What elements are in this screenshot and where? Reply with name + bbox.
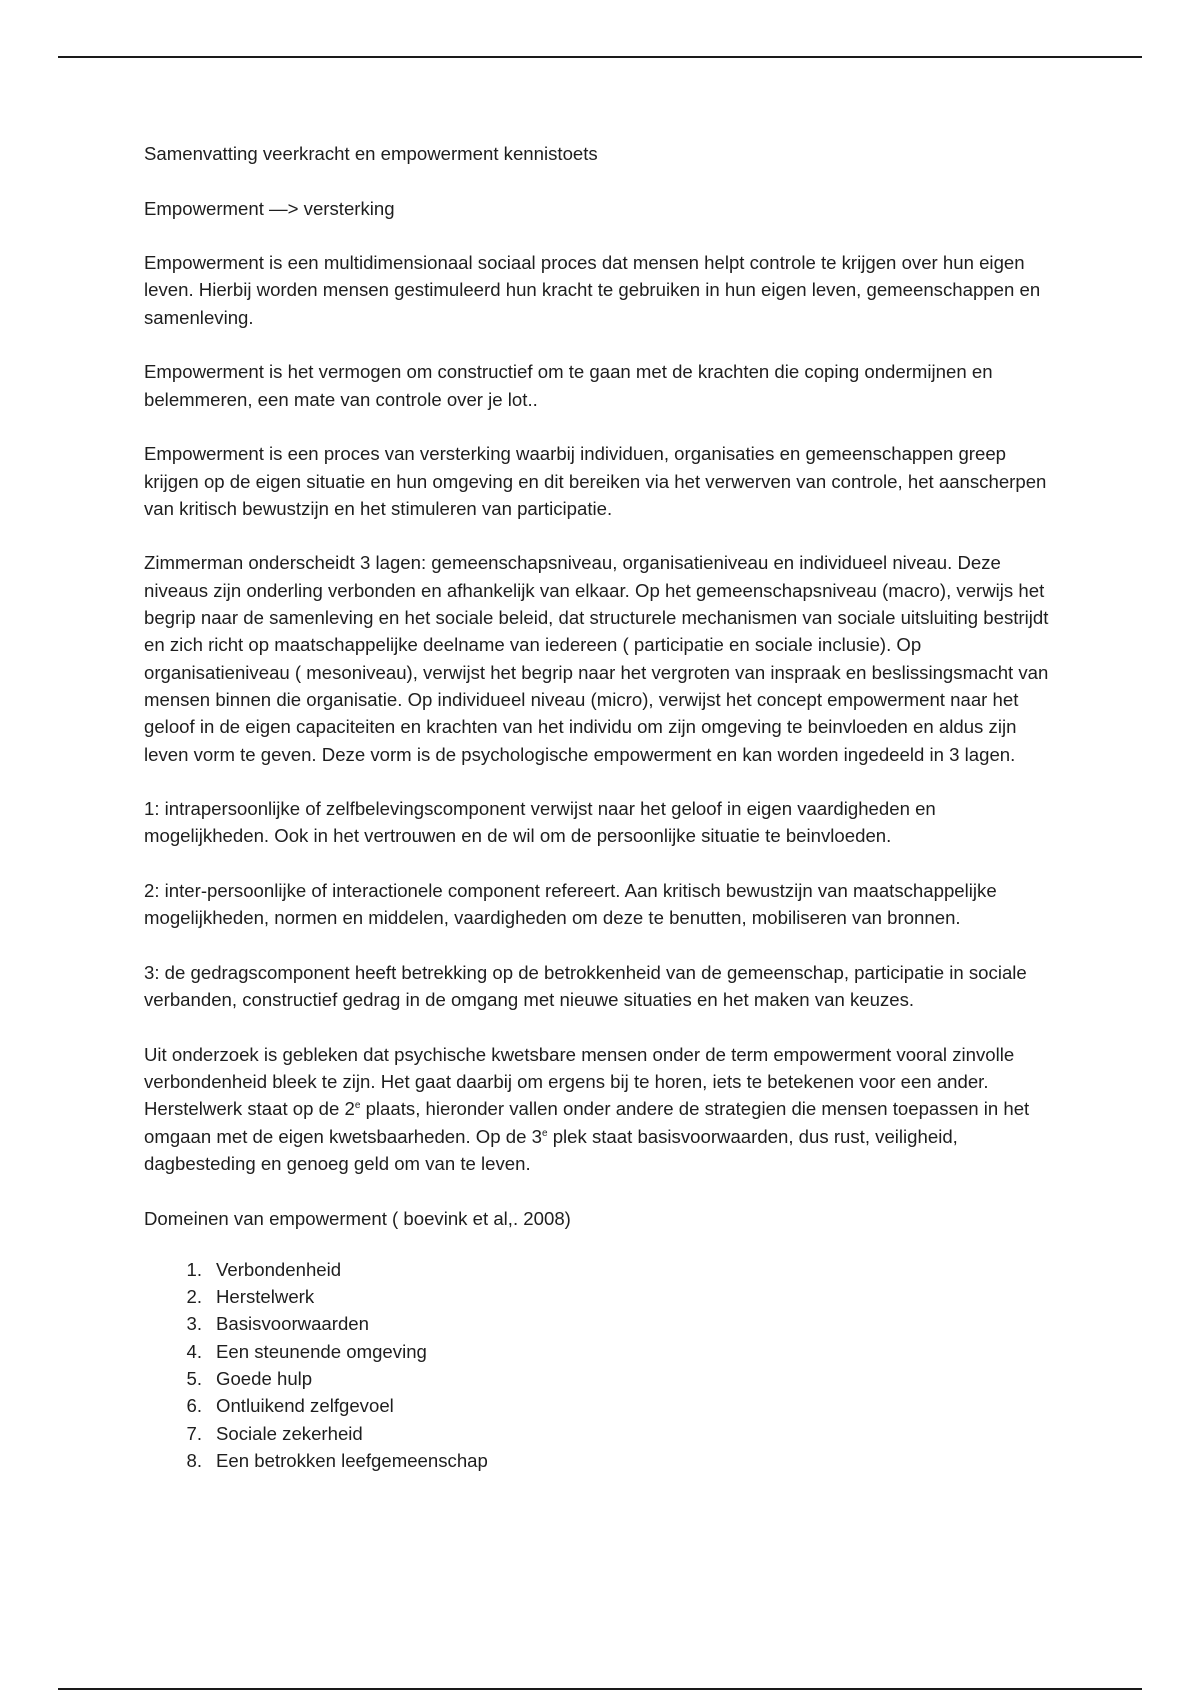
list-item xyxy=(144,1365,1064,1392)
paragraph: 1: intrapersoonlijke of zelfbelevingscomponent verwijst naar het geloof in eigen vaardigheden en mogelijkheden. Ook in het vertrouwen en de wil om de persoonlijke situatie te beinvloeden. xyxy=(144,798,936,847)
list-number: 6. xyxy=(186,1395,202,1417)
list-label: Sociale zekerheid xyxy=(216,1422,363,1444)
superscript: e xyxy=(541,1127,548,1139)
list-item xyxy=(144,1338,1064,1365)
paragraph: Zimmerman onderscheidt 3 lagen: gemeenschapsniveau, organisatieniveau en individueel niveau. Deze niveaus zijn onderling verbonden en afhankelijk van elkaar. Op het gemeenschapsniveau (macro), verwijs het begrip naar de samenleving en het sociale beleid, dat structurele mechanismen van sociale uitsluiting bestrijdt en zich richt op maatschappelijke deelname van iedereen ( participatie en sociale inclusie). Op organisatieniveau ( mesoniveau), verwijst het begrip naar het vergroten van inspraak en beslissingsmacht van mensen binnen die organisatie. Op individueel niveau (micro), verwijst het concept empowerment naar het geloof in de eigen capaciteiten en krachten van het individu om zijn omgeving te beinvloeden en aldus zijn leven vorm te geven. Deze vorm is de psychologische empowerment en kan worden ingedeeld in 3 lagen. xyxy=(144,552,1049,765)
list-label: Een betrokken leefgemeenschap xyxy=(216,1449,488,1471)
list-item xyxy=(144,1420,1064,1447)
list-label: Verbondenheid xyxy=(216,1258,342,1280)
research-text: Uit onderzoek is gebleken dat psychische kwetsbare mensen onder de term empowerment vooral zinvolle verbondenheid bleek te zijn. Het gaat daarbij om ergens bij te horen, iets te betekenen voor een ander. Herstelwerk staat op de 2 xyxy=(144,1043,1015,1120)
research-paragraph xyxy=(144,1041,1064,1177)
list-label: Herstelwerk xyxy=(216,1286,315,1308)
list-label: Ontluikend zelfgevoel xyxy=(216,1395,394,1417)
list-number: 4. xyxy=(186,1340,202,1362)
header-rule xyxy=(58,56,1142,58)
list-number: 2. xyxy=(186,1286,202,1308)
paragraph: 2: inter-persoonlijke of interactionele component refereert. Aan kritisch bewustzijn van maatschappelijke mogelijkheden, normen en middelen, vaardigheden om deze te benutten, mobiliseren van bronnen. xyxy=(144,880,997,929)
footer-rule xyxy=(58,1688,1142,1690)
list-number: 1. xyxy=(186,1258,202,1280)
list-number: 8. xyxy=(186,1449,202,1471)
list-item xyxy=(144,1283,1064,1310)
paragraph: Empowerment is het vermogen om constructief om te gaan met de krachten die coping ondermijnen en belemmeren, een mate van controle over je lot.. xyxy=(144,361,993,410)
list-number: 5. xyxy=(186,1368,202,1390)
research-text: plaats, hieronder vallen onder andere de strategien die mensen toepassen in het omgaan met de eigen kwetsbaarheden. Op de 3 xyxy=(144,1098,1030,1147)
document-subtitle: Empowerment —> versterking xyxy=(144,197,395,219)
document-body xyxy=(144,140,1064,1474)
list-label: Basisvoorwaarden xyxy=(216,1313,369,1335)
domains-heading: Domeinen van empowerment ( boevink et al,. 2008) xyxy=(144,1207,571,1229)
domains-list xyxy=(144,1256,1064,1474)
list-label: Goede hulp xyxy=(216,1368,313,1390)
list-number: 3. xyxy=(186,1313,202,1335)
list-item xyxy=(144,1447,1064,1474)
document-title: Samenvatting veerkracht en empowerment kennistoets xyxy=(144,143,598,164)
paragraph: Empowerment is een multidimensionaal sociaal proces dat mensen helpt controle te krijgen over hun eigen leven. Hierbij worden mensen gestimuleerd hun kracht te gebruiken in hun eigen leven, gemeenschappen en samenleving. xyxy=(144,252,1041,328)
paragraph: Empowerment is een proces van versterking waarbij individuen, organisaties en gemeenschappen greep krijgen op de eigen situatie en hun omgeving en dit bereiken via het verwerven van controle, het aanscherpen van kritisch bewustzijn en het stimuleren van participatie. xyxy=(144,443,1047,519)
list-item xyxy=(144,1256,1064,1283)
research-text: plek staat basisvoorwaarden, dus rust, veiligheid, dagbesteding en genoeg geld om van te leven. xyxy=(144,1125,958,1174)
paragraph: 3: de gedragscomponent heeft betrekking op de betrokkenheid van de gemeenschap, participatie in sociale verbanden, constructief gedrag in de omgang met nieuwe situaties en het maken van keuzes. xyxy=(144,961,1027,1011)
list-item xyxy=(144,1310,1064,1337)
list-label: Een steunende omgeving xyxy=(216,1340,427,1362)
superscript: e xyxy=(354,1100,361,1112)
list-number: 7. xyxy=(186,1422,202,1444)
list-item xyxy=(144,1392,1064,1419)
